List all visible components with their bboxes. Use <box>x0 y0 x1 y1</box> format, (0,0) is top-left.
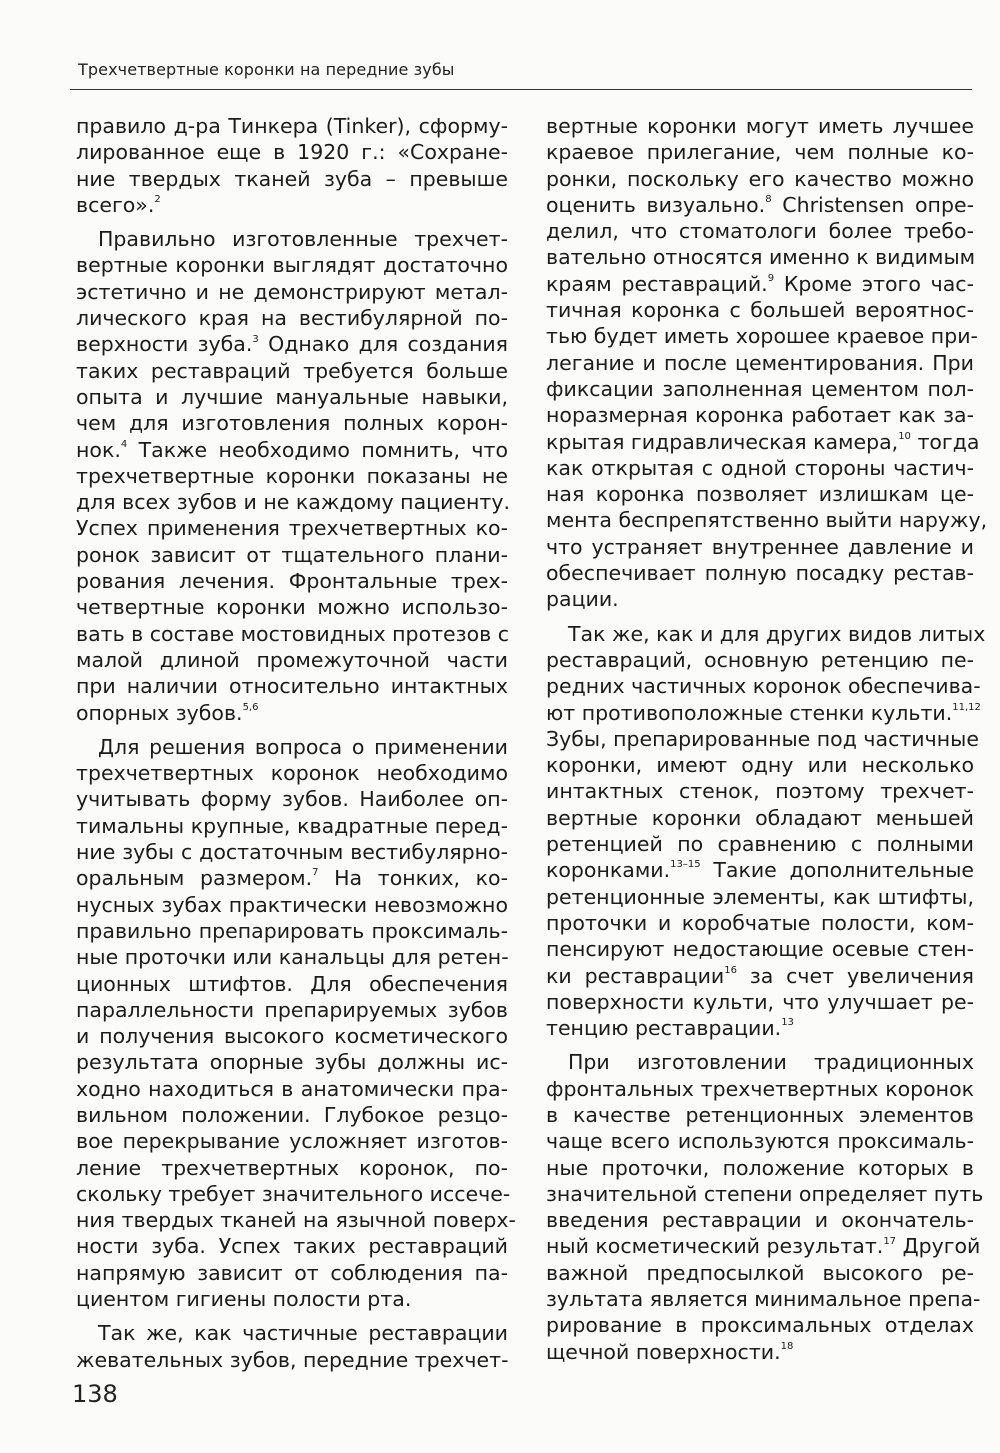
text-segment: Также необходимо помнить, что <box>127 437 508 462</box>
footnote-ref: 13 <box>781 1017 794 1029</box>
text-line: проточки и коробчатые полости, ком- <box>546 910 974 935</box>
text-segment: оценить визуально. <box>546 192 766 217</box>
text-line: ния твердых тканей на язычной поверх- <box>76 1208 516 1233</box>
text-segment: Кроме этого час- <box>774 271 974 296</box>
footnote-ref: 10 <box>898 430 911 442</box>
text-segment: всего». <box>76 192 155 217</box>
text-line <box>546 1339 974 1365</box>
text-line <box>546 429 980 455</box>
text-segment: щечной поверхности. <box>546 1339 781 1364</box>
text-line <box>76 437 508 463</box>
text-segment: На тонких, ко- <box>318 866 508 891</box>
footnote-ref: 5,6 <box>242 701 259 713</box>
footnote-ref: 9 <box>767 272 775 284</box>
text-line <box>546 857 974 883</box>
paragraph-tooth-shape <box>76 734 516 1313</box>
text-segment: тенцию реставрации. <box>546 1016 782 1041</box>
footnote-ref: 11,12 <box>952 701 981 713</box>
text-line: малой длиной промежуточной части <box>76 647 508 672</box>
text-line: вертные коронки могут иметь лучшее <box>546 114 974 138</box>
text-line: как открытая с одной стороны частич- <box>546 455 974 480</box>
text-line: вать в составе мостовидных протезов с <box>76 621 509 646</box>
footnote-ref: 13–15 <box>670 859 701 871</box>
text-segment: нок. <box>76 437 121 462</box>
text-line: вательно относятся именно к видимым <box>546 245 976 270</box>
text-line: жевательных зубов, передние трехчет- <box>76 1347 509 1372</box>
text-line <box>546 700 981 726</box>
text-segment: за счет увеличения <box>736 963 974 988</box>
footnote-ref: 2 <box>154 194 161 206</box>
text-segment: ют противоположные стенки культи. <box>546 700 953 725</box>
text-line: результата опорные зубы должны ис- <box>76 1050 508 1075</box>
text-line: эстетично и не демонстрируют метал- <box>76 279 508 304</box>
text-line: скольку требует значительного иссече- <box>76 1181 511 1206</box>
text-line <box>546 963 974 989</box>
text-line: ходно находиться в анатомически пра- <box>76 1076 508 1101</box>
text-line: циентом гигиены полости рта. <box>76 1287 412 1312</box>
text-line <box>76 331 508 357</box>
text-line: ционных штифтов. Для обеспечения <box>76 971 508 996</box>
text-line <box>546 1015 974 1041</box>
text-line: вильном положении. Глубокое резцо- <box>76 1102 508 1127</box>
running-header: Трехчетвертные коронки на передние зубы <box>78 60 455 79</box>
text-segment: Christensen опре- <box>771 192 974 217</box>
paragraph-partial-restorations <box>76 1320 508 1373</box>
footnote-ref: 8 <box>765 194 772 206</box>
text-line: для всех зубов и не каждому пациенту. <box>76 490 511 515</box>
text-line <box>546 271 974 297</box>
text-line: что устраняет внутреннее давление и <box>546 534 974 559</box>
text-line: правило д-ра Тинкера (Tinker), сформу- <box>76 114 508 138</box>
text-line: ные проточки, положение которых в <box>546 1155 974 1180</box>
text-line: вое перекрывание усложняет изготов- <box>76 1129 508 1154</box>
text-segment: ный косметический результат. <box>546 1234 884 1259</box>
text-segment: крытая гидравлическая камера, <box>546 429 899 454</box>
text-segment: тогда <box>910 429 980 454</box>
text-segment: опорных зубов. <box>76 700 243 725</box>
footnote-ref: 17 <box>883 1235 897 1247</box>
text-line: пенсируют недостающие осевые стен- <box>546 937 974 962</box>
paragraph-marginal-fit <box>546 113 988 613</box>
text-segment: Однако для создания <box>258 332 508 357</box>
text-line: нусных зубах практически невозможно <box>76 892 508 917</box>
text-line: краевое прилегание, чем полные ко- <box>546 140 974 165</box>
text-line: обеспечивает полную посадку рестав- <box>546 561 974 586</box>
text-line: при наличии относительно интактных <box>76 674 508 699</box>
right-column <box>546 113 988 1365</box>
text-line: Успех применения трехчетвертных ко- <box>76 516 508 541</box>
text-line: фронтальных трехчетвертных коронок <box>546 1076 974 1101</box>
text-line: поверхности культи, что улучшает ре- <box>546 989 974 1014</box>
text-line <box>546 192 974 218</box>
text-line: опыта и лучшие мануальные навыки, <box>76 384 508 409</box>
text-line: параллельности препарируемых зубов <box>76 997 508 1022</box>
footnote-ref: 16 <box>724 964 737 976</box>
paragraph-proximal-grooves <box>546 1049 984 1365</box>
text-line <box>76 865 508 891</box>
footnote-ref: 18 <box>780 1340 794 1352</box>
paragraph-aesthetics <box>76 226 511 726</box>
footnote-ref: 3 <box>252 333 259 345</box>
text-line: ронок зависит от тщательного плани- <box>76 542 508 567</box>
text-segment: Другой <box>896 1234 981 1259</box>
text-line: делил, что стоматологи более требо- <box>546 219 974 244</box>
text-segment: коронками. <box>546 858 671 883</box>
footnote-ref: 7 <box>312 867 319 879</box>
text-segment: Такие дополнительные <box>700 858 974 883</box>
text-line: значительной степени определяет путь <box>546 1181 984 1206</box>
text-line: важной предпосылкой высокого ре- <box>546 1260 974 1285</box>
header-rule <box>70 89 972 90</box>
text-line: Правильно изготовленные трехчет- <box>98 227 508 252</box>
text-line: ретенцией по сравнению с полными <box>546 832 974 857</box>
text-line: ности зуба. Успех таких реставраций <box>76 1234 508 1259</box>
text-segment: ки реставрации <box>546 963 725 988</box>
text-line: ние твердых тканей зуба – превыше <box>76 166 508 191</box>
text-line: Для решения вопроса о применении <box>98 734 508 759</box>
text-line: ретенционные элементы, как штифты, <box>546 884 974 909</box>
text-line: чаще всего используются проксималь- <box>546 1129 974 1154</box>
text-line: чем для изготовления полных корон- <box>76 411 508 436</box>
text-line: интактных стенок, поэтому трехчет- <box>546 779 974 804</box>
text-line: ление трехчетвертных коронок, по- <box>76 1155 508 1180</box>
text-line: коронки, имеют одну или несколько <box>546 753 974 778</box>
text-line: реставраций, основную ретенцию пе- <box>546 647 974 672</box>
text-line <box>546 1233 981 1259</box>
text-line: трехчетвертные коронки показаны не <box>76 463 508 488</box>
page-number: 138 <box>72 1380 118 1408</box>
text-line: мента беспрепятственно выйти наружу, <box>546 508 988 533</box>
text-line: тичная коронка с большей вероятнос- <box>546 298 974 323</box>
text-line: тью будет иметь хорошее краевое при- <box>546 324 978 349</box>
text-line: норазмерная коронка работает как за- <box>546 403 974 428</box>
text-line: четвертные коронки можно использо- <box>76 595 508 620</box>
text-line: Так же, как частичные реставрации <box>98 1321 508 1346</box>
text-line: легание и после цементирования. При <box>546 350 974 375</box>
text-line: зультата является минимальное препа- <box>546 1287 981 1312</box>
left-column <box>76 113 516 1373</box>
text-line: ние зубы с достаточным вестибулярно- <box>76 840 508 865</box>
text-line: Так же, как и для других видов литых <box>568 621 986 646</box>
paragraph-tinker-rule <box>76 113 508 218</box>
text-line: правильно препарировать проксималь- <box>76 918 508 943</box>
text-line: редних частичных коронок обеспечива- <box>546 674 981 699</box>
text-line: ная коронка позволяет излишкам це- <box>546 482 974 507</box>
text-segment: оральным размером. <box>76 866 313 891</box>
text-line: учитывать форму зубов. Наиболее оп- <box>76 787 508 812</box>
text-line: При изготовлении традиционных <box>568 1050 974 1075</box>
text-line: ные проточки или канальцы для ретен- <box>76 945 509 970</box>
text-line: вертные коронки выглядят достаточно <box>76 253 508 278</box>
paragraph-retention <box>546 621 986 1042</box>
text-segment: верхности зуба. <box>76 332 253 357</box>
text-line: рования лечения. Фронтальные трех- <box>76 569 508 594</box>
text-line: фиксации заполненная цементом пол- <box>546 376 974 401</box>
text-line: рирование в проксимальных отделах <box>546 1313 974 1338</box>
text-line: Зубы, препарированные под частичные <box>546 726 979 751</box>
text-line: напрямую зависит от соблюдения па- <box>76 1260 508 1285</box>
text-line: рации. <box>546 587 619 612</box>
text-line: лированное еще в 1920 г.: «Сохране- <box>76 140 508 165</box>
footnote-ref: 4 <box>120 438 128 450</box>
text-line <box>76 192 508 218</box>
text-line: таких реставраций требуется больше <box>76 358 508 383</box>
text-line: тимальны крупные, квадратные перед- <box>76 813 508 838</box>
text-segment: краям реставраций. <box>546 271 768 296</box>
text-line <box>76 700 508 726</box>
text-line: введения реставрации и окончатель- <box>546 1208 974 1233</box>
text-line: в качестве ретенционных элементов <box>546 1102 974 1127</box>
text-line: ронки, поскольку его качество можно <box>546 166 974 191</box>
text-line: вертные коронки обладают меньшей <box>546 805 974 830</box>
text-line: лического края на вестибулярной по- <box>76 306 508 331</box>
text-line: трехчетвертных коронок необходимо <box>76 761 508 786</box>
text-line: и получения высокого косметического <box>76 1024 508 1049</box>
